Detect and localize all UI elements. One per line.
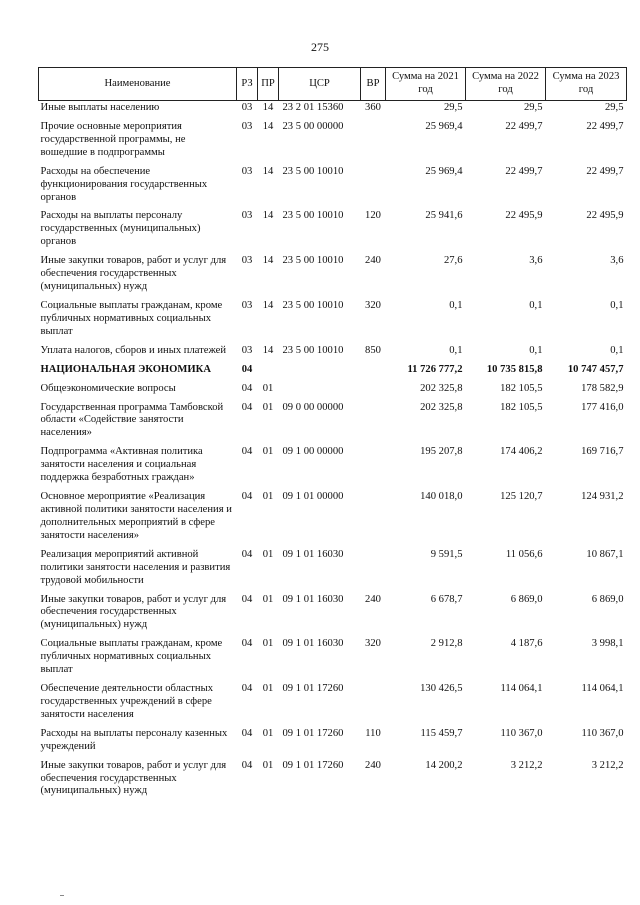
row-sum-2022: 3 212,2	[510, 759, 543, 771]
row-sum-2022: 110 367,0	[500, 727, 543, 739]
row-csr: 09 1 01 16030	[282, 548, 344, 560]
row-pr: 01	[262, 683, 274, 695]
row-vr	[361, 682, 386, 727]
row-rz: 03	[241, 299, 253, 311]
row-sum-2022: 10 735 815,8	[486, 363, 543, 375]
row-pr: 01	[262, 491, 274, 503]
table-body	[39, 101, 627, 804]
row-csr: 09 1 01 17260	[282, 727, 344, 739]
row-name: Социальные выплаты гражданам, кроме публичных нормативных социальных выплат	[40, 299, 223, 337]
row-csr: 23 5 00 10010	[282, 255, 344, 267]
row-pr: 01	[262, 759, 274, 771]
row-csr: 23 5 00 10010	[282, 344, 344, 356]
row-sum-2021: 27,6	[443, 255, 463, 267]
table-row	[39, 101, 627, 120]
table-row	[39, 120, 627, 165]
row-vr: 120	[365, 210, 381, 222]
row-rz: 04	[241, 759, 253, 771]
row-pr: 01	[262, 548, 274, 560]
row-name: Общеэкономические вопросы	[40, 382, 176, 394]
table-row	[39, 363, 627, 382]
row-rz: 03	[241, 255, 253, 267]
row-csr	[279, 363, 361, 382]
row-sum-2023: 22 499,7	[586, 120, 624, 132]
row-sum-2023: 6 869,0	[591, 593, 624, 605]
row-pr	[258, 363, 279, 382]
row-sum-2023: 177 416,0	[581, 401, 624, 413]
budget-table	[38, 67, 627, 803]
row-sum-2021: 25 941,6	[425, 210, 463, 222]
header-sum-2023: Сумма на 2023 год	[546, 68, 627, 101]
header-sum-2022: Сумма на 2022 год	[466, 68, 546, 101]
row-sum-2023: 22 499,7	[586, 165, 624, 177]
header-csr: ЦСР	[279, 68, 361, 101]
row-sum-2023: 3,6	[610, 255, 624, 267]
row-sum-2023: 178 582,9	[581, 382, 624, 394]
row-vr	[361, 120, 386, 165]
row-sum-2021: 202 325,8	[420, 401, 463, 413]
row-name: Прочие основные мероприятия государственной программы, не вошедшие в подпрограммы	[40, 120, 186, 158]
row-vr	[361, 548, 386, 593]
row-sum-2022: 125 120,7	[500, 491, 543, 503]
row-name: Обеспечение деятельности областных государственных учреждений в сфере занятости населения	[40, 683, 214, 720]
row-vr: 320	[365, 299, 381, 311]
row-name: Расходы на выплаты персоналу казенных учреждений	[40, 727, 228, 752]
row-pr: 01	[262, 593, 274, 605]
table-row	[39, 165, 627, 210]
row-name: Уплата налогов, сборов и иных платежей	[40, 344, 227, 356]
row-name: Иные закупки товаров, работ и услуг для обеспечения государственных (муниципальных) нужд	[40, 255, 227, 293]
row-pr: 01	[262, 727, 274, 739]
row-rz: 04	[241, 593, 253, 605]
row-sum-2021: 2 912,8	[430, 638, 463, 650]
table-row	[39, 490, 627, 548]
row-name: Расходы на выплаты персоналу государственных (муниципальных) органов	[40, 210, 201, 248]
row-csr: 09 1 01 17260	[282, 759, 344, 771]
page-number: 275	[311, 40, 329, 54]
row-csr: 23 5 00 10010	[282, 165, 344, 177]
row-sum-2022: 29,5	[523, 102, 543, 113]
row-vr	[361, 363, 386, 382]
row-pr: 01	[262, 382, 274, 394]
row-sum-2021: 140 018,0	[420, 491, 463, 503]
header-vr: ВР	[361, 68, 386, 101]
table-row	[39, 254, 627, 299]
row-sum-2023: 3 998,1	[591, 638, 624, 650]
table-row	[39, 637, 627, 682]
row-sum-2022: 114 064,1	[500, 683, 543, 695]
row-sum-2022: 22 495,9	[505, 210, 543, 222]
row-sum-2022: 11 056,6	[505, 548, 543, 560]
row-sum-2022: 0,1	[529, 344, 543, 356]
row-sum-2022: 22 499,7	[505, 120, 543, 132]
row-name: Государственная программа Тамбовской области «Содействие занятости населения»	[40, 401, 224, 439]
row-rz: 04	[241, 382, 253, 394]
row-rz: 03	[241, 210, 253, 222]
row-sum-2022: 6 869,0	[510, 593, 543, 605]
row-sum-2022: 3,6	[529, 255, 543, 267]
row-sum-2023: 0,1	[610, 344, 624, 356]
row-csr: 09 1 01 17260	[282, 683, 344, 695]
row-rz: 03	[241, 120, 253, 132]
row-sum-2022: 4 187,6	[510, 638, 543, 650]
row-sum-2021: 14 200,2	[425, 759, 463, 771]
row-sum-2022: 182 105,5	[500, 382, 543, 394]
row-sum-2021: 195 207,8	[420, 446, 463, 458]
row-sum-2023: 110 367,0	[581, 727, 624, 739]
header-name: Наименование	[39, 68, 237, 101]
row-name: Иные закупки товаров, работ и услуг для обеспечения государственных (муниципальных) нужд	[40, 593, 227, 631]
row-vr	[361, 382, 386, 401]
row-name: НАЦИОНАЛЬНАЯ ЭКОНОМИКА	[40, 363, 211, 375]
row-pr: 14	[262, 120, 274, 132]
header-pr: ПР	[258, 68, 279, 101]
page-mark	[60, 895, 64, 896]
table-row	[39, 382, 627, 401]
table-row	[39, 593, 627, 638]
row-csr: 23 5 00 10010	[282, 299, 344, 311]
row-sum-2022: 174 406,2	[500, 446, 543, 458]
row-sum-2021: 0,1	[449, 344, 463, 356]
row-rz: 04	[241, 401, 253, 413]
row-pr: 01	[262, 401, 274, 413]
row-rz: 04	[241, 727, 253, 739]
row-name: Подпрограмма «Активная политика занятости населения и социальная поддержка безработных граждан»	[40, 446, 203, 484]
row-sum-2021: 25 969,4	[425, 165, 463, 177]
row-sum-2021: 25 969,4	[425, 120, 463, 132]
table-row	[39, 344, 627, 363]
row-pr: 14	[262, 299, 274, 311]
row-sum-2021: 9 591,5	[430, 548, 463, 560]
row-vr: 240	[365, 759, 381, 771]
row-rz: 04	[241, 638, 253, 650]
row-csr: 23 5 00 10010	[282, 210, 344, 222]
row-sum-2023: 3 212,2	[591, 759, 624, 771]
row-sum-2021: 29,5	[443, 102, 463, 113]
row-pr: 01	[262, 446, 274, 458]
row-rz: 03	[241, 102, 253, 113]
row-csr: 23 5 00 00000	[282, 120, 344, 132]
table-row	[39, 548, 627, 593]
row-sum-2021: 115 459,7	[420, 727, 463, 739]
header-rz: РЗ	[237, 68, 258, 101]
row-pr: 14	[262, 210, 274, 222]
row-sum-2023: 114 064,1	[581, 683, 624, 695]
row-sum-2021: 130 426,5	[420, 683, 463, 695]
row-sum-2023: 22 495,9	[586, 210, 624, 222]
row-sum-2021: 0,1	[449, 299, 463, 311]
row-name: Основное мероприятие «Реализация активной политики занятости населения и дополнительных мероприятий в сфере занятости населения»	[40, 491, 232, 541]
table-row	[39, 299, 627, 344]
row-vr	[361, 165, 386, 210]
row-sum-2023: 124 931,2	[581, 491, 624, 503]
row-sum-2023: 10 747 457,7	[567, 363, 624, 375]
row-vr: 360	[365, 102, 381, 113]
row-pr: 01	[262, 638, 274, 650]
row-pr: 14	[262, 344, 274, 356]
table-row	[39, 401, 627, 446]
row-name: Иные закупки товаров, работ и услуг для обеспечения государственных (муниципальных) нужд	[40, 759, 227, 797]
row-pr: 14	[262, 255, 274, 267]
row-name: Социальные выплаты гражданам, кроме публичных нормативных социальных выплат	[40, 638, 223, 676]
row-pr: 14	[262, 102, 274, 113]
row-sum-2021: 202 325,8	[420, 382, 463, 394]
row-rz: 03	[241, 344, 253, 356]
row-rz: 04	[241, 548, 253, 560]
row-sum-2022: 0,1	[529, 299, 543, 311]
row-rz: 04	[241, 363, 253, 375]
row-sum-2022: 182 105,5	[500, 401, 543, 413]
row-csr: 09 1 01 00000	[282, 491, 344, 503]
table-row	[39, 682, 627, 727]
row-rz: 04	[241, 491, 253, 503]
header-sum-2021: Сумма на 2021 год	[386, 68, 466, 101]
row-vr: 240	[365, 255, 381, 267]
row-vr: 850	[365, 344, 381, 356]
table-row	[39, 759, 627, 804]
table-row	[39, 727, 627, 759]
row-csr	[279, 382, 361, 401]
row-sum-2023: 169 716,7	[581, 446, 624, 458]
row-vr	[361, 401, 386, 446]
row-vr: 240	[365, 593, 381, 605]
table-row	[39, 445, 627, 490]
row-sum-2022: 22 499,7	[505, 165, 543, 177]
row-vr	[361, 445, 386, 490]
row-sum-2021: 11 726 777,2	[407, 363, 463, 375]
row-csr: 23 2 01 15360	[282, 102, 344, 113]
table-row	[39, 209, 627, 254]
row-name: Реализация мероприятий активной политики занятости населения и развития трудовой мобильности	[40, 548, 231, 586]
row-csr: 09 1 01 16030	[282, 593, 344, 605]
row-sum-2023: 29,5	[604, 102, 624, 113]
row-vr	[361, 490, 386, 548]
row-name: Расходы на обеспечение функционирования государственных органов	[40, 165, 208, 203]
row-rz: 03	[241, 165, 253, 177]
row-sum-2021: 6 678,7	[430, 593, 463, 605]
row-csr: 09 0 00 00000	[282, 401, 344, 413]
row-pr: 14	[262, 165, 274, 177]
row-sum-2023: 0,1	[610, 299, 624, 311]
row-csr: 09 1 01 16030	[282, 638, 344, 650]
row-name: Иные выплаты населению	[40, 102, 160, 113]
table-header-row	[39, 68, 627, 101]
row-vr: 110	[365, 727, 381, 739]
row-sum-2023: 10 867,1	[586, 548, 624, 560]
row-rz: 04	[241, 683, 253, 695]
row-rz: 04	[241, 446, 253, 458]
row-vr: 320	[365, 638, 381, 650]
row-csr: 09 1 00 00000	[282, 446, 344, 458]
